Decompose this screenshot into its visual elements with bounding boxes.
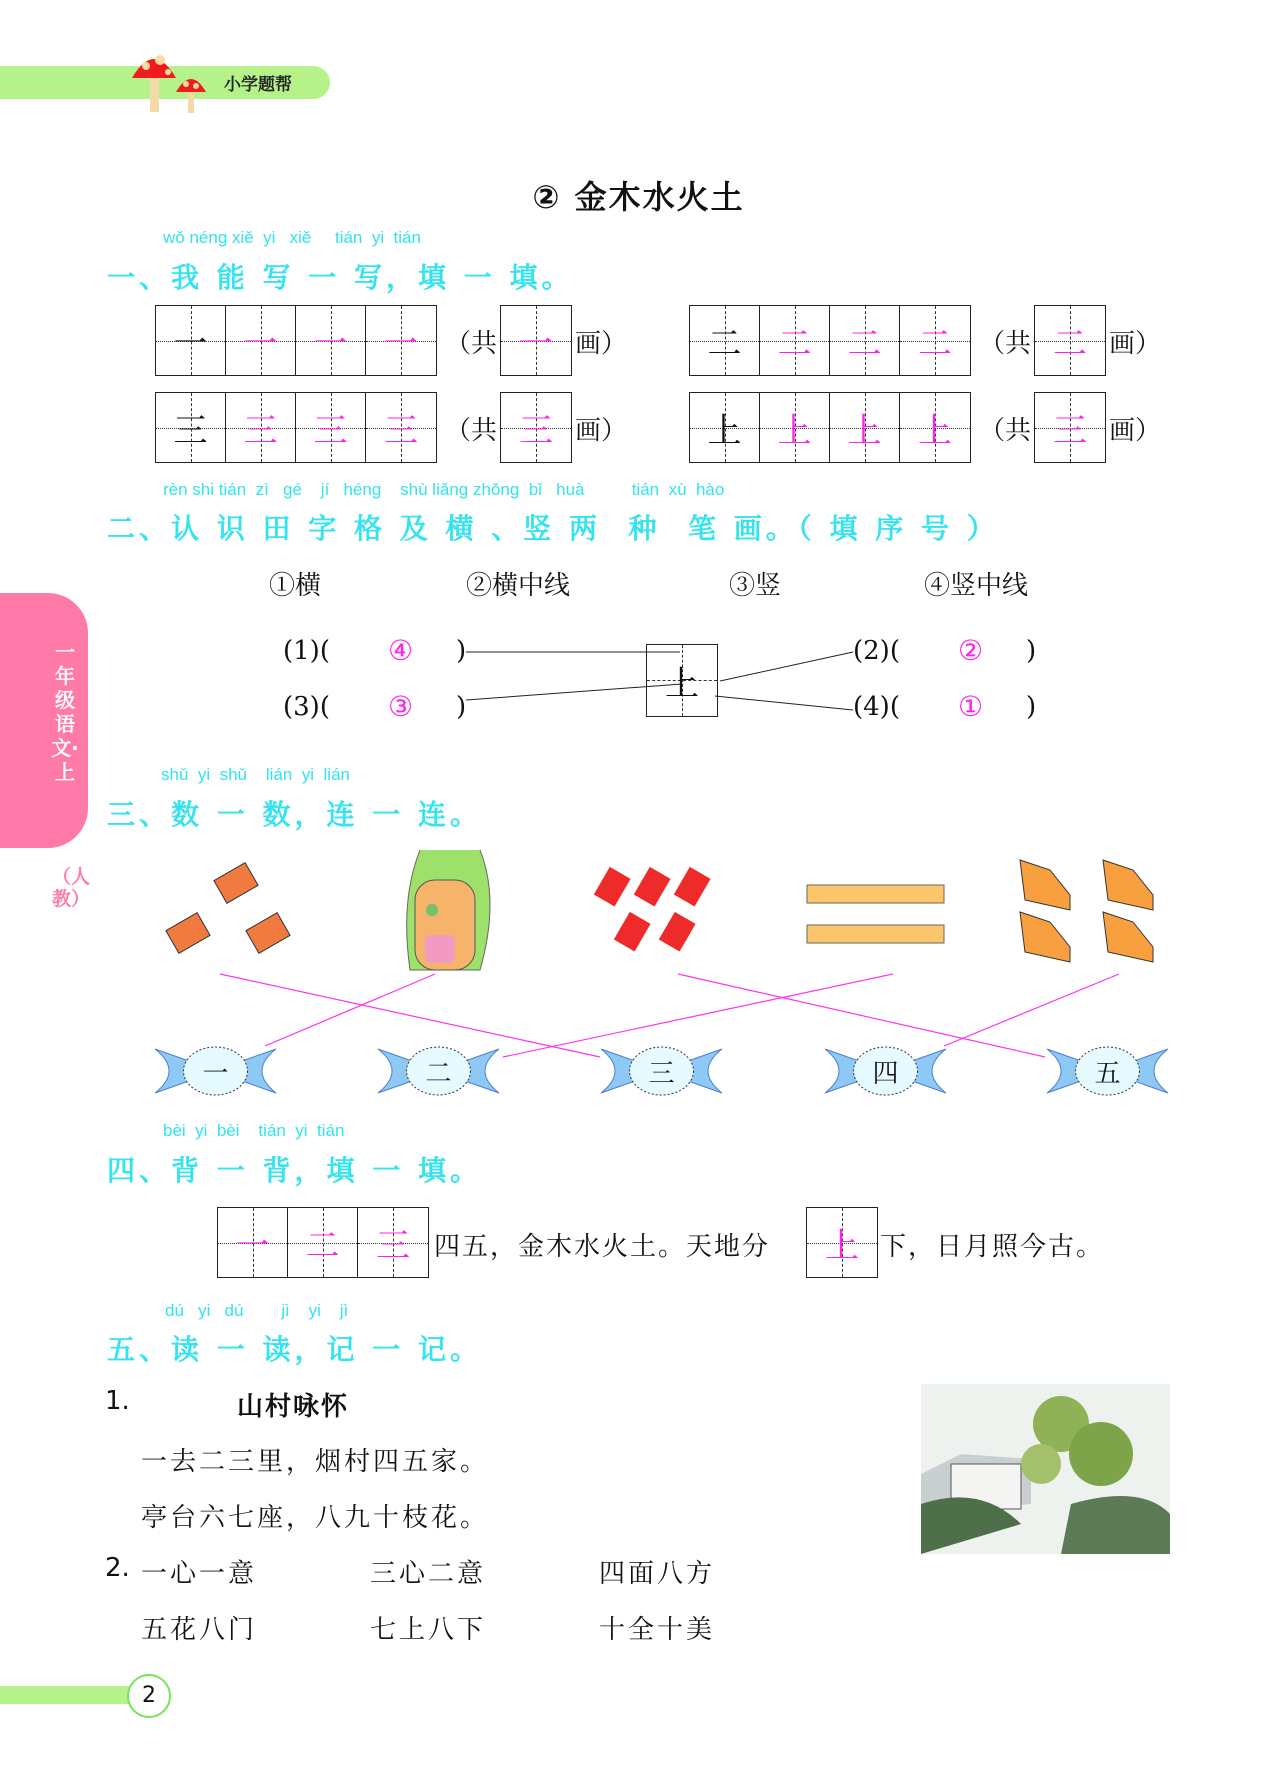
s1-heading: 一、我 能 写 一 写，填 一 填。 xyxy=(107,261,574,294)
candy-number: 五 xyxy=(1094,1059,1121,1089)
item-4-answer[interactable]: ① xyxy=(958,690,984,723)
s2-pinyin: rèn shi tián zì gé jí héng shù liǎng zhǒng bǐ huà tián xù hào xyxy=(163,480,725,499)
candy-number: 二 xyxy=(425,1059,452,1089)
stroke-count-box[interactable] xyxy=(1034,305,1106,376)
idiom: 一心一意 xyxy=(141,1559,258,1589)
traced-char[interactable]: 上 xyxy=(825,1226,859,1266)
traced-char[interactable]: 一 xyxy=(235,1226,270,1266)
tianzige-cell xyxy=(690,306,760,375)
tianzige-cell xyxy=(830,306,900,375)
stroke-count-box[interactable] xyxy=(500,305,572,376)
s3-heading: 三、数 一 数，连 一 连。 xyxy=(107,798,482,831)
traced-char[interactable]: 三 xyxy=(313,411,348,451)
stroke-diagram-char: 上 xyxy=(665,664,699,704)
page-number: 2 xyxy=(127,1674,171,1718)
tianzige-cell xyxy=(366,306,436,375)
traced-char[interactable]: 三 xyxy=(243,411,278,451)
tianzige-cell xyxy=(501,393,571,462)
item-3-label: (3)( xyxy=(283,692,330,722)
s4-pinyin: bèi yi bèi tián yi tián xyxy=(163,1121,345,1140)
stroke-count-close: 画） xyxy=(575,416,628,446)
stroke-diagram-box xyxy=(646,644,718,717)
candy-1[interactable] xyxy=(153,1043,278,1099)
footer-bar xyxy=(0,1686,135,1704)
candy-number: 三 xyxy=(648,1059,675,1089)
option-4: ④竖中线 xyxy=(924,571,1029,601)
tianzige-cell xyxy=(156,306,226,375)
tianzige-cell xyxy=(760,306,830,375)
stroke-count-open: （共 xyxy=(445,416,498,446)
s5-pinyin: dú yi dú jì yi jì xyxy=(165,1301,349,1320)
candy-2[interactable] xyxy=(376,1043,501,1099)
close-paren: ) xyxy=(1026,636,1037,666)
tianzige-cell xyxy=(358,1208,428,1277)
stroke-count-box[interactable] xyxy=(500,392,572,463)
traced-char[interactable]: 三 xyxy=(384,411,418,451)
item-2-label: (2)( xyxy=(853,636,900,666)
traced-char[interactable]: 一 xyxy=(243,324,278,364)
tianzige-cell xyxy=(156,393,226,462)
model-char: 上 xyxy=(707,411,742,451)
poem-title: 山村咏怀 xyxy=(237,1392,350,1422)
item-2-answer[interactable]: ② xyxy=(958,634,984,667)
tianzige-cell xyxy=(690,393,760,462)
verse-text-1: 四五，金木水火土。天地分 xyxy=(434,1232,771,1262)
brand-name: 小学题帮 xyxy=(224,75,292,95)
close-paren: ) xyxy=(456,692,467,722)
traced-char[interactable]: 二 xyxy=(305,1226,340,1266)
stroke-count-open: （共 xyxy=(445,329,498,359)
s5-heading: 五、读 一 读，记 一 记。 xyxy=(107,1333,482,1366)
practice-grid xyxy=(155,305,437,376)
tianzige-cell xyxy=(501,306,571,375)
traced-char[interactable]: 三 xyxy=(1053,411,1087,451)
item-number-2: 2. xyxy=(105,1553,130,1583)
poem-line-2: 亭台六七座，八九十枝花。 xyxy=(141,1503,490,1533)
item-4-label: (4)( xyxy=(853,692,900,722)
stroke-count-open: （共 xyxy=(979,416,1032,446)
tianzige-cell xyxy=(288,1208,358,1277)
s4-heading: 四、背 一 背，填 一 填。 xyxy=(107,1154,482,1187)
traced-char[interactable]: 二 xyxy=(777,324,812,364)
traced-char[interactable]: 二 xyxy=(847,324,882,364)
traced-char[interactable]: 一 xyxy=(313,324,348,364)
stroke-count-close: 画） xyxy=(1109,416,1162,446)
traced-char[interactable]: 上 xyxy=(777,411,812,451)
tianzige-cell xyxy=(1035,393,1105,462)
tianzige-cell xyxy=(760,393,830,462)
tianzige-cell xyxy=(218,1208,288,1277)
verse-fill-box xyxy=(806,1207,878,1278)
stroke-count-close: 画） xyxy=(575,329,628,359)
practice-grid xyxy=(155,392,437,463)
idiom: 七上八下 xyxy=(370,1615,487,1645)
village-painting xyxy=(921,1384,1170,1554)
idiom: 三心二意 xyxy=(370,1559,487,1589)
stroke-count-box[interactable] xyxy=(1034,392,1106,463)
tianzige-cell xyxy=(296,306,366,375)
candy-4[interactable] xyxy=(823,1043,948,1099)
item-1-answer[interactable]: ④ xyxy=(388,634,414,667)
traced-char[interactable]: 二 xyxy=(1053,324,1087,364)
practice-grid xyxy=(689,392,971,463)
candy-5[interactable] xyxy=(1045,1043,1170,1099)
traced-char[interactable]: 上 xyxy=(847,411,882,451)
tianzige-cell xyxy=(807,1208,877,1277)
close-paren: ) xyxy=(456,636,467,666)
model-char: 一 xyxy=(173,324,208,364)
stroke-count-open: （共 xyxy=(979,329,1032,359)
item-1-label: (1)( xyxy=(283,636,330,666)
traced-char[interactable]: 一 xyxy=(384,324,418,364)
tianzige-cell xyxy=(296,393,366,462)
item-number-1: 1. xyxy=(105,1386,130,1416)
grade-label: 一年级语文·上 xyxy=(51,640,79,784)
option-3: ③竖 xyxy=(729,571,782,601)
option-1: ①横 xyxy=(269,571,322,601)
tianzige-cell xyxy=(226,393,296,462)
tianzige-cell xyxy=(226,306,296,375)
tianzige-cell xyxy=(900,306,970,375)
tianzige-cell xyxy=(900,393,970,462)
verse-text-2: 下，日月照今古。 xyxy=(880,1232,1105,1262)
candy-number: 一 xyxy=(202,1059,229,1089)
tianzige-cell xyxy=(830,393,900,462)
traced-char[interactable]: 上 xyxy=(918,411,952,451)
s1-pinyin: wǒ néng xiě yi xiě tián yi tián xyxy=(163,228,421,247)
tianzige-cell xyxy=(366,393,436,462)
option-2: ②横中线 xyxy=(466,571,571,601)
edition-label: （人教） xyxy=(52,866,91,910)
traced-char[interactable]: 一 xyxy=(519,324,553,364)
lesson-title: ② 金木水火土 xyxy=(532,178,745,216)
poem-line-1: 一去二三里，烟村四五家。 xyxy=(141,1447,490,1477)
s2-heading: 二、认 识 田 字 格 及 横 、竖 两 种 笔 画。（ 填 序 号 ） xyxy=(107,512,999,545)
idiom: 五花八门 xyxy=(141,1615,258,1645)
idiom: 四面八方 xyxy=(599,1559,716,1589)
idiom: 十全十美 xyxy=(599,1615,716,1645)
tianzige-cell xyxy=(1035,306,1105,375)
candy-number: 四 xyxy=(872,1059,899,1089)
stroke-count-close: 画） xyxy=(1109,329,1162,359)
model-char: 三 xyxy=(173,411,208,451)
item-3-answer[interactable]: ③ xyxy=(388,690,414,723)
verse-fill-grid xyxy=(217,1207,429,1278)
traced-char[interactable]: 三 xyxy=(519,411,553,451)
practice-grid xyxy=(689,305,971,376)
close-paren: ) xyxy=(1026,692,1037,722)
traced-char[interactable]: 二 xyxy=(918,324,952,364)
candy-3[interactable] xyxy=(599,1043,724,1099)
model-char: 二 xyxy=(707,324,742,364)
s3-pinyin: shǔ yi shǔ lián yi lián xyxy=(161,765,350,784)
traced-char[interactable]: 三 xyxy=(376,1226,410,1266)
